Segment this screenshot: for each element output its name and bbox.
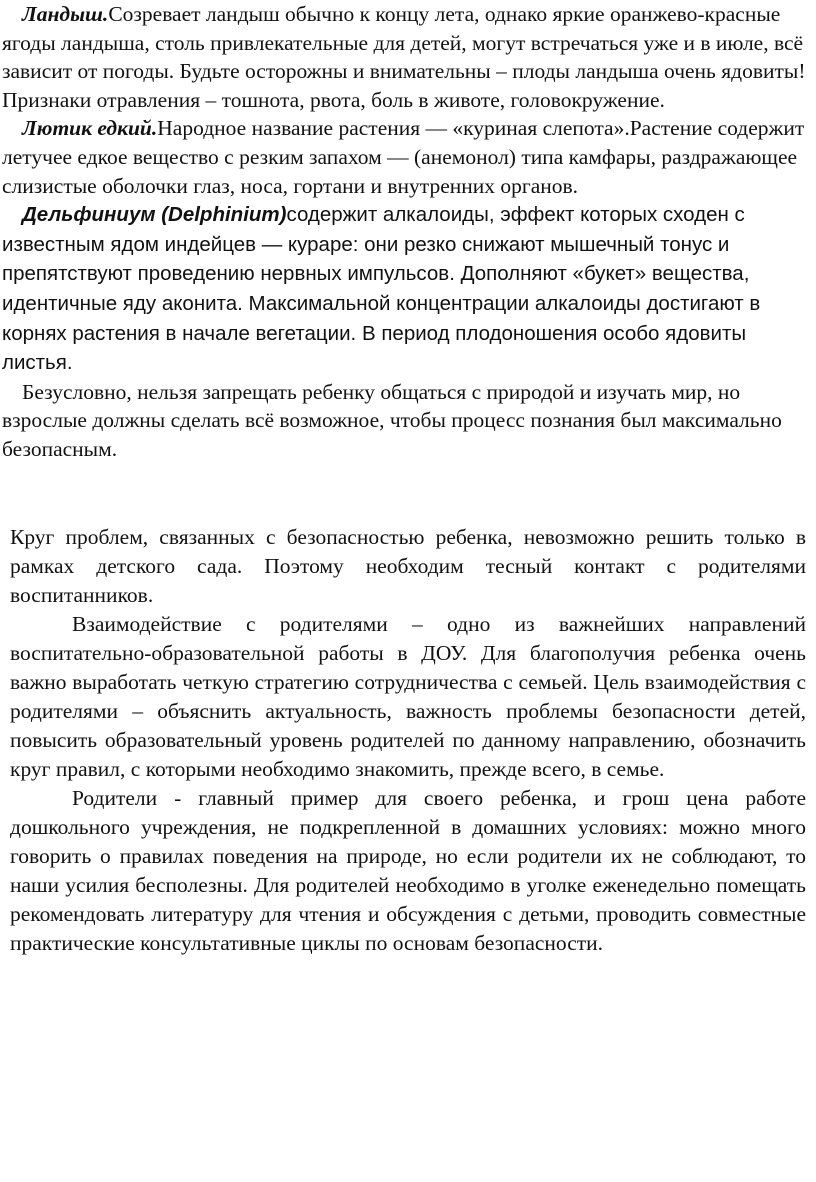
plant-paragraph-lyutik xyxy=(2,114,812,200)
body-paragraph: Родители - главный пример для своего ребенка, и грош цена работе дошкольного учреждения, не подкрепленной в домашних условиях: можно много говорить о правилах поведения на природе, но если родители их не соблюдают, то наши усилия бесполезны. Для родителей необходимо в уголке еженедельно помещать рекомендовать литературу для чтения и обсуждения с детьми, проводить совместные практические консультативные циклы по основам безопасности. xyxy=(10,786,806,955)
plant-description: Созревает ландыш обычно к концу лета, однако яркие оранжево-красные ягоды ландыша, столь привлекательные для детей, могут встречаться уже и в июле, всё зависит от погоды. Будьте осторожны и внимательны – плоды ландыша очень ядовиты! Признаки отравления – тошнота, рвота, боль в животе, головокружение. xyxy=(2,2,806,112)
plant-description: Народное название растения — «куриная слепота».Растение содержит летучее едкое вещество с резким запахом — (анемонол) типа камфары, раздражающее слизистые оболочки глаз, носа, гортани и внутренних органов. xyxy=(2,116,805,198)
plant-paragraph-landysh xyxy=(2,0,812,114)
body-paragraph: Круг проблем, связанных с безопасностью ребенка, невозможно решить только в рамках детского сада. Поэтому необходим тесный контакт с родителями воспитанников. xyxy=(10,525,806,607)
body-paragraph: Взаимодействие с родителями – одно из важнейших направлений воспитательно-образовательной работы в ДОУ. Для благополучия ребенка очень важно выработать четкую стратегию сотрудничества с семьей. Цель взаимодействия с родителями – объяснить актуальность, важность проблемы безопасности детей, повысить образовательный уровень родителей по данному направлению, обозначить круг правил, с которыми необходимо знакомить, прежде всего, в семье. xyxy=(10,612,806,781)
plant-name: Ландыш. xyxy=(22,2,109,26)
plant-description: содержит алкалоиды, эффект которых сходен с известным ядом индейцев — кураре: они резко снижают мышечный тонус и препятствуют проведению нервных импульсов. Дополняют «букет» вещества, идентичные яду аконита. Максимальной концентрации алкалоиды достигают в корнях растения в начале вегетации. В период плодоношения особо ядовиты листья. xyxy=(2,203,761,375)
poisonous-plants-section xyxy=(2,0,812,464)
summary-paragraph: Безусловно, нельзя запрещать ребенку общаться с природой и изучать мир, но взрослые должны сделать всё возможное, чтобы процесс познания был максимально безопасным. xyxy=(2,379,782,461)
plant-name: Лютик едкий. xyxy=(22,116,158,141)
parents-cooperation-section xyxy=(10,523,806,958)
plant-name: Дельфиниум (Delphinium) xyxy=(22,203,287,227)
plant-paragraph-delphinium xyxy=(2,200,812,378)
